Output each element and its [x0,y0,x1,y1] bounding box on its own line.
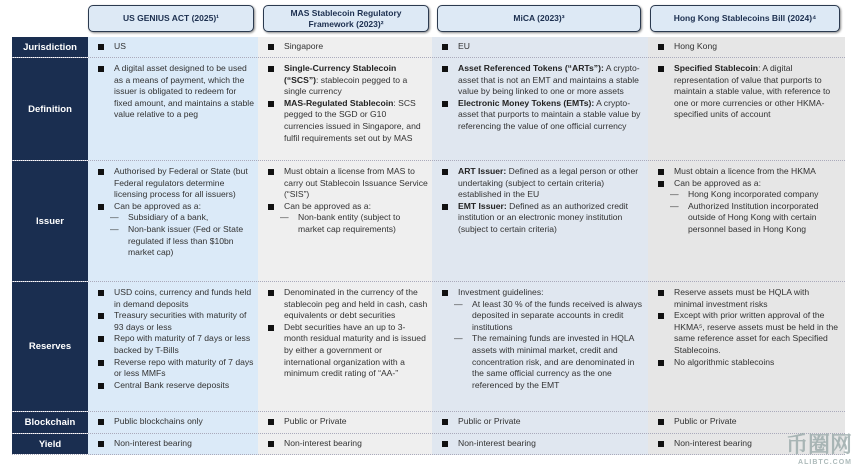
table-cell [88,434,258,454]
bullet-item [268,287,428,322]
table-cell [88,282,258,411]
watermark-name: 币圈网 [785,432,852,457]
table-cell [648,161,845,281]
bullet-text: Repo with maturity of 7 days or less backed by T-Bills [114,333,251,355]
bullet-text: Non-interest bearing [458,438,536,448]
bullet-text: A crypto-asset that is not an EMT and maintains a stable value by being linked to one or more assets [458,63,640,97]
table-cell [258,37,432,57]
bullet-text: Except with prior written approval of the HKMA⁵, reserve assets must be held in the same reference asset for each Specified Stablecoins. [674,310,839,355]
bullet-item [98,310,254,333]
sub-bullet-item: — Non-bank entity (subject to market cap requirements) [268,212,428,235]
bullet-item [98,380,254,392]
table-cell [432,37,648,57]
sub-bullet-item: — Subsidiary of a bank, [98,212,254,224]
bullet-item [268,438,428,450]
bullet-text: Hong Kong [674,41,718,51]
table-cell [88,58,258,160]
header-mica: MiCA (2023)³ [437,5,641,32]
bullet-text: Reverse repo with maturity of 7 days or less MMFs [114,356,254,379]
table-cell [648,282,845,411]
bullet-item [98,438,254,450]
bullet-term: MAS-Regulated Stablecoin [284,97,394,108]
bullet-item [658,166,841,178]
bullet-item [268,41,428,53]
bullet-item [442,416,644,428]
bullet-text: Non-interest bearing [674,438,752,448]
bullet-item [98,333,254,356]
bullet-item [268,201,428,213]
bullet-item [268,63,428,98]
bullet-text: Central Bank reserve deposits [114,379,230,390]
bullet-item [442,287,644,299]
bullet-text: : SCS pegged to the SGD or G10 currencies issued in Singapore, and fulfil requirements set out by MAS [284,97,421,143]
bullet-text: No algorithmic stablecoins [674,356,775,367]
table-cell [648,37,845,57]
bullet-text: A crypto-asset that purports to maintain a stable value by referencing the value of one official currency [458,97,641,131]
bullet-text: Public or Private [458,416,521,426]
bullet-item [268,322,428,380]
bullet-text: Reserve assets must be HQLA with minimal investment risks [674,287,810,309]
bullet-text: Public or Private [674,416,737,426]
bullet-item [268,98,428,144]
bullet-text: Must obtain a licence from the HKMA [674,166,816,176]
bullet-item [442,201,644,236]
bullet-text: Investment guidelines: [458,287,544,297]
sub-bullet-item: — Authorized Institution incorporated outside of Hong Kong with certain personnel based in Hong Kong [658,201,841,236]
bullet-item [98,41,254,53]
bullet-item [658,416,841,428]
table-row-reserves [12,282,845,412]
bullet-item [442,98,644,133]
table-cell [88,161,258,281]
row-label: Yield [12,434,88,454]
table-cell [432,161,648,281]
bullet-item [658,357,841,369]
bullet-item [98,287,254,310]
bullet-item [268,416,428,428]
bullet-text: A digital asset designed to be used as a means of payment, which the issuer is obligated to redeem for fixed amount, and maintains a stable value relative to a peg [114,63,254,120]
row-label: Reserves [12,282,88,411]
bullet-text: USD coins, currency and funds held in demand deposits [114,287,252,309]
row-label: Issuer [12,161,88,281]
header-us-genius-act: US GENIUS ACT (2025)¹ [88,5,254,32]
table-cell [88,37,258,57]
table-row-definition [12,58,845,161]
bullet-item [658,287,841,310]
bullet-item [442,41,644,53]
table-cell [432,412,648,433]
sub-bullet-item: — Non-bank issuer (Fed or State regulated if less than $10bn market cap) [98,224,254,259]
row-label: Jurisdiction [12,37,88,57]
bullet-term: Asset Referenced Tokens (“ARTs”): [458,63,604,73]
bullet-item [658,178,841,190]
table-cell [88,412,258,433]
table-cell [432,282,648,411]
table-row-yield [12,434,845,455]
table-cell [258,161,432,281]
table-cell [258,282,432,411]
row-label: Definition [12,58,88,160]
table-row-blockchain [12,412,845,434]
table-cell [258,434,432,454]
bullet-item [98,63,254,121]
bullet-item [98,201,254,213]
bullet-term: EMT Issuer: [458,200,507,211]
bullet-item [442,438,644,450]
bullet-text: Defined as a legal person or other undertaking (subject to certain criteria) established in the EU [458,166,639,200]
bullet-text: Debt securities have an up to 3-month residual maturity and is issued by either a government or international organization with a minimum credit rating of “AA-” [284,321,426,379]
bullet-text: Public blockchains only [114,416,203,426]
watermark-logo [786,428,852,466]
table-row-issuer [12,161,845,282]
bullet-term: Electronic Money Tokens (EMTs): [458,97,595,108]
bullet-text: Must obtain a license from MAS to carry out Stablecoin Issuance Service (“SIS”) [284,166,428,200]
bullet-item [658,310,841,356]
sub-bullet-item: — Hong Kong incorporated company [658,189,841,201]
bullet-item [442,63,644,98]
table-cell [258,58,432,160]
bullet-text: Can be approved as a: [674,177,761,188]
bullet-text: Public or Private [284,416,347,426]
bullet-text: Can be approved as a: [284,200,371,211]
bullet-text: : stablecoin pegged to a single currency [284,74,408,97]
bullet-item [442,166,644,201]
bullet-item [268,166,428,201]
bullet-item [98,166,254,201]
bullet-text: Singapore [284,41,324,51]
bullet-text: Treasury securities with maturity of 93 days or less [114,310,247,332]
bullet-text: Authorised by Federal or State (but Federal regulators determine licensing process for all issuers) [114,166,248,200]
bullet-item [658,41,841,53]
bullet-text: : A digital representation of value that purports to maintain a stable value, with reference to one or more currencies or other HKMA-specified units of account [674,63,831,120]
row-label: Blockchain [12,412,88,433]
bullet-term: Specified Stablecoin [674,63,759,73]
bullet-text: EU [458,41,470,51]
bullet-text: Defined as an authorized credit institution or an electronic money institution (subject to certain criteria) [458,200,629,234]
table-cell [432,58,648,160]
table-cell [432,434,648,454]
bullet-item [98,416,254,428]
bullet-item [98,357,254,380]
table-cell [648,58,845,160]
header-hk: Hong Kong Stablecoins Bill (2024)⁴ [650,5,840,32]
header-mas: MAS Stablecoin Regulatory Framework (2023)² [263,5,429,32]
sub-bullet-item: — The remaining funds are invested in HQLA assets with minimal market, credit and concentration risk, and are denominated in the same official currency as the one referenced by the EMT [442,333,644,391]
bullet-text: Non-interest bearing [114,438,192,448]
bullet-text: Denominated in the currency of the stablecoin peg and held in cash, cash equivalents or debt securities [284,287,428,321]
bullet-text: Non-interest bearing [284,438,362,448]
bullet-text: Can be approved as a: [114,200,201,211]
bullet-term: Single-Currency Stablecoin (“SCS”) [284,63,397,85]
table-row-jurisdiction [12,37,845,58]
bullet-term: ART Issuer: [458,166,507,176]
watermark-url: ALIBTC.COM [798,459,852,466]
table-cell [258,412,432,433]
bullet-text: US [114,41,126,51]
bullet-item [658,63,841,121]
sub-bullet-item: — At least 30 % of the funds received is always deposited in separate accounts in credit institutions [442,299,644,334]
